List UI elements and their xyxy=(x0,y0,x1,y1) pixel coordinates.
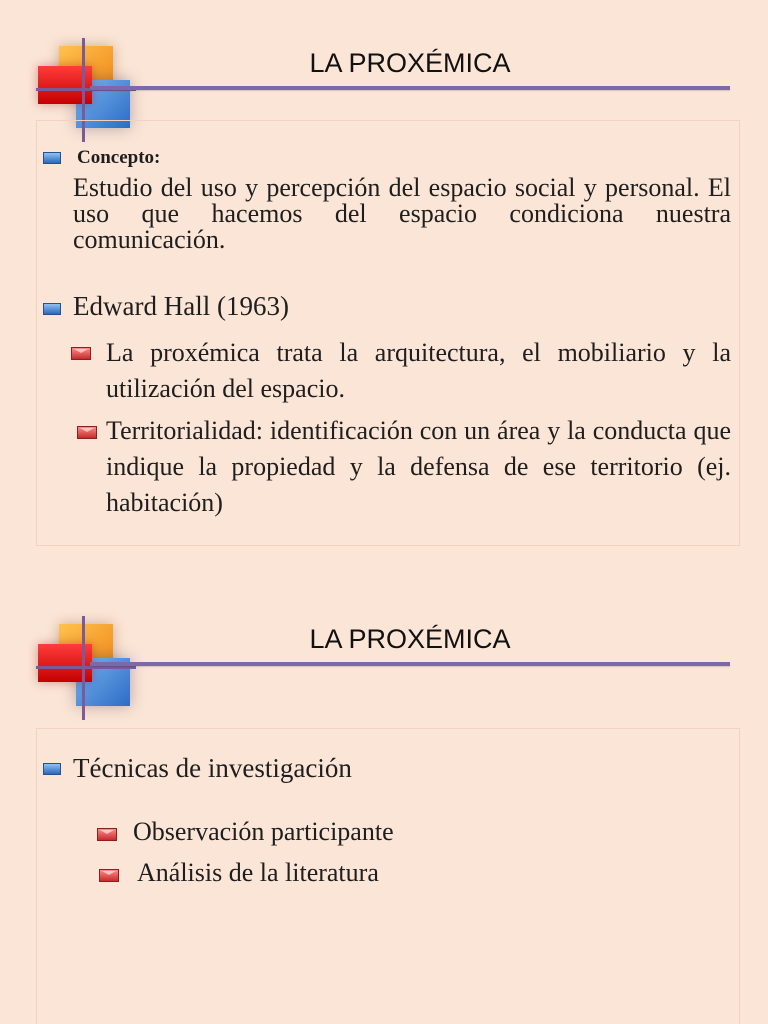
concept-label: Concepto: xyxy=(77,147,161,168)
slide-title: LA PROXÉMICA xyxy=(309,624,511,654)
slide-title: LA PROXÉMICA xyxy=(309,48,511,78)
edward-hall-heading: Edward Hall (1963) xyxy=(73,291,289,321)
technique-item: Observación participante xyxy=(133,817,394,846)
slide-logo-icon xyxy=(22,616,152,726)
concept-definition: Estudio del uso y percepción del espacio social y personal. El uso que hacemos del espacio condiciona nuestra comunicación. xyxy=(73,173,731,254)
research-techniques-heading: Técnicas de investigación xyxy=(73,753,352,783)
slide-2 xyxy=(0,578,768,1024)
red-envelope-bullet-icon xyxy=(71,347,91,360)
red-envelope-bullet-icon xyxy=(97,828,117,841)
red-envelope-bullet-icon xyxy=(99,869,119,882)
blue-square-bullet-icon xyxy=(43,303,61,315)
proxemics-scope-item: La proxémica trata la arquitectura, el mobiliario y la utilización del espacio. xyxy=(106,338,731,403)
blue-square-bullet-icon xyxy=(43,763,61,775)
content-box xyxy=(36,120,740,546)
territoriality-item: Territorialidad: identificación con un área y la conducta que indique la propiedad y la defensa de ese territorio (ej. habitación) xyxy=(106,416,731,517)
blue-square-bullet-icon xyxy=(43,152,61,164)
red-envelope-bullet-icon xyxy=(77,426,97,439)
title-divider xyxy=(90,86,730,90)
title-divider xyxy=(90,662,730,666)
technique-item: Análisis de la literatura xyxy=(137,858,379,887)
content-box xyxy=(36,728,740,1024)
